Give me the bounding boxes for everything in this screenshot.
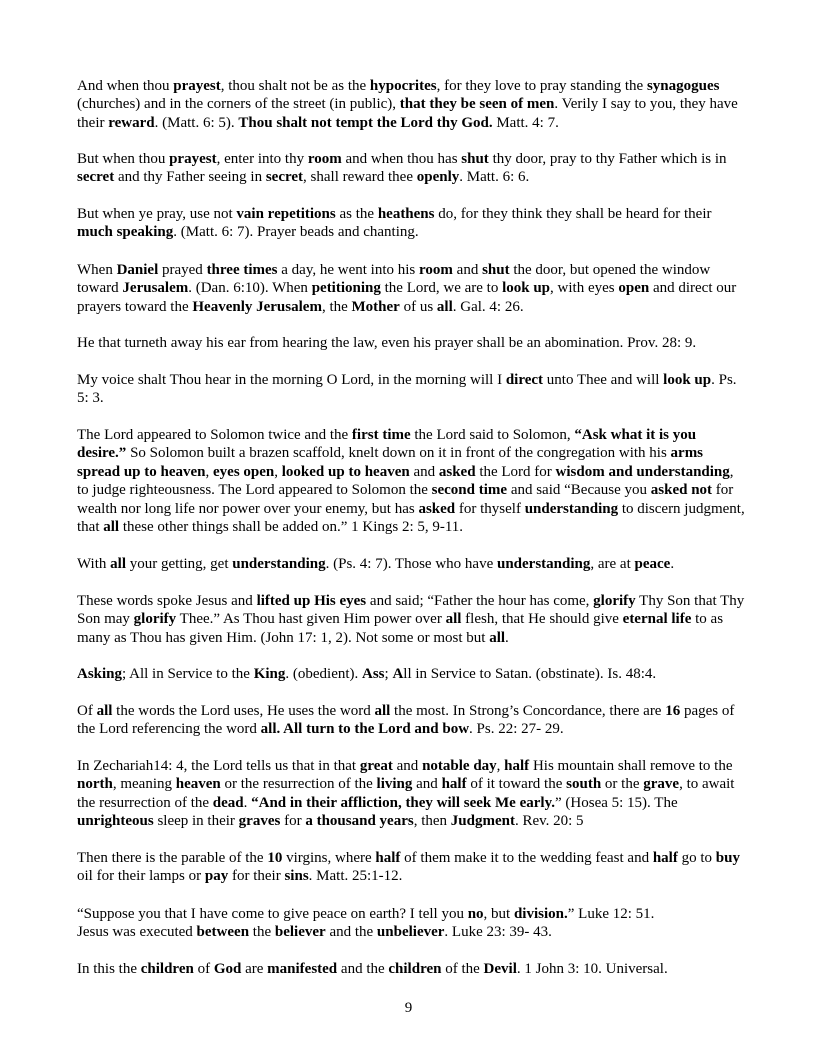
text-run: for thyself xyxy=(455,500,525,517)
bold-text-run: all. All turn to the Lord and bow xyxy=(260,721,470,738)
bold-text-run: eternal life xyxy=(622,611,692,628)
bold-text-run: grave xyxy=(643,776,680,793)
text-run: and said “Because you xyxy=(507,482,651,499)
text-run: the Lord for xyxy=(475,463,556,480)
text-run: the door, but opened the window toward xyxy=(77,262,711,297)
text-run: and thy Father seeing in xyxy=(114,169,266,186)
text-run: “Suppose you that I have come to give peace on earth? I tell you xyxy=(77,906,468,922)
bold-text-run: division. xyxy=(513,906,568,922)
text-run: Jesus was executed xyxy=(77,924,197,941)
bold-text-run: Asking xyxy=(77,666,123,682)
text-run: , xyxy=(274,463,282,480)
bold-text-run: “Ask what it is you desire.” xyxy=(77,427,697,462)
text-run: and the xyxy=(337,961,389,977)
text-run: When xyxy=(77,262,117,278)
paragraph-8 xyxy=(77,555,745,573)
paragraph-15 xyxy=(77,960,745,978)
paragraph-4 xyxy=(77,261,745,316)
bold-text-run: asked xyxy=(418,500,456,517)
text-run: . 1 John 3: 10. Universal. xyxy=(516,961,668,977)
paragraph-9 xyxy=(77,592,745,647)
text-run: flesh, that He should give xyxy=(461,611,623,628)
bold-text-run: all xyxy=(445,611,462,628)
bold-text-run: all xyxy=(436,298,453,315)
text-run: of them make it to the wedding feast and xyxy=(400,850,653,866)
bold-text-run: look up xyxy=(663,372,712,388)
bold-text-run: half xyxy=(652,850,678,866)
text-run: unto Thee and will xyxy=(543,372,664,388)
text-run: prayed xyxy=(158,262,207,278)
bold-text-run: understanding xyxy=(232,556,326,572)
text-run: . (Ps. 4: 7). Those who have xyxy=(325,556,497,572)
text-run: go to xyxy=(677,850,716,866)
text-run: do, for they think they shall be heard for their xyxy=(434,206,712,222)
bold-text-run: Mother xyxy=(351,298,400,315)
bold-text-run: eyes open xyxy=(213,463,275,480)
text-run: are xyxy=(241,961,268,977)
text-run: . Gal. 4: 26. xyxy=(452,298,524,315)
text-run: thy door, pray to thy Father which is in xyxy=(488,151,727,167)
text-run: , for they love to pray standing the xyxy=(436,78,647,94)
text-run: of xyxy=(193,961,214,977)
bold-text-run: Daniel xyxy=(116,262,159,278)
paragraph-13 xyxy=(77,849,745,886)
bold-text-run: 16 xyxy=(665,703,681,719)
text-run: for xyxy=(280,813,306,830)
bold-text-run: glorify xyxy=(133,611,177,628)
text-run: These words spoke Jesus and xyxy=(77,593,257,609)
bold-text-run: King xyxy=(253,666,286,682)
text-run: (churches) and in the corners of the street (in public), xyxy=(77,96,400,113)
paragraph-2 xyxy=(77,150,745,187)
bold-text-run: wisdom and understanding xyxy=(555,463,730,480)
bold-text-run: looked up to heaven xyxy=(281,463,410,480)
text-run: . (Matt. 6: 5). xyxy=(154,114,239,131)
bold-text-run: dead xyxy=(212,794,244,811)
bold-text-run: pay xyxy=(204,868,229,885)
bold-text-run: A xyxy=(392,666,404,682)
text-run: But when thou xyxy=(77,151,170,167)
bold-text-run: half xyxy=(375,850,401,866)
bold-text-run: children xyxy=(140,961,194,977)
text-run: sleep in their xyxy=(153,813,239,830)
text-run: oil for their lamps or xyxy=(77,868,205,885)
text-run: The Lord appeared to Solomon twice and the xyxy=(77,427,352,443)
paragraph-6 xyxy=(77,371,745,408)
text-run: . (Matt. 6: 7). Prayer beads and chanting. xyxy=(173,224,419,241)
bold-text-run: asked not xyxy=(650,482,713,499)
text-run: . Verily I say to you, they have their xyxy=(77,96,738,131)
text-run: But when ye pray, use not xyxy=(77,206,237,222)
bold-text-run: children xyxy=(388,961,442,977)
bold-text-run: all xyxy=(103,519,120,536)
text-run: He that turneth away his ear from hearing the law, even his prayer shall be an abomination. Prov. 28: 9. xyxy=(77,335,697,351)
paragraph-10 xyxy=(77,665,745,683)
bold-text-run: that they be seen of men xyxy=(399,96,555,113)
text-run: In Zechariah14: 4, the Lord tells us that in that xyxy=(77,758,360,774)
bold-text-run: no xyxy=(467,906,484,922)
paragraph-11 xyxy=(77,702,745,739)
text-run: , to await the resurrection of the xyxy=(77,776,735,811)
bold-text-run: first time xyxy=(351,427,411,443)
text-run: and the xyxy=(325,924,377,941)
text-run: a day, he went into his xyxy=(277,262,420,278)
text-run: and xyxy=(412,776,442,793)
bold-text-run: glorify xyxy=(593,593,636,609)
text-run: these other things shall be added on.” 1 Kings 2: 5, 9-11. xyxy=(119,519,464,536)
text-run: , to judge righteousness. The Lord appeared to Solomon the xyxy=(77,463,734,499)
bold-text-run: room xyxy=(307,151,342,167)
text-run: of it toward the xyxy=(466,776,567,793)
bold-text-run: reward xyxy=(108,114,155,131)
bold-text-run: three times xyxy=(206,262,278,278)
bold-text-run: north xyxy=(77,776,113,793)
text-run: as the xyxy=(335,206,378,222)
text-run: His mountain shall remove to the xyxy=(529,758,733,774)
bold-text-run: prayest xyxy=(173,78,221,94)
paragraph-12 xyxy=(77,757,745,831)
bold-text-run: all xyxy=(489,629,506,646)
text-run: the xyxy=(249,924,275,941)
bold-text-run: understanding xyxy=(524,500,619,517)
text-run: . Rev. 20: 5 xyxy=(514,813,584,830)
bold-text-run: look up xyxy=(502,280,551,297)
bold-text-run: understanding xyxy=(496,556,591,572)
bold-text-run: lifted up His eyes xyxy=(256,593,367,609)
bold-text-run: all xyxy=(110,556,126,572)
text-run: . (obedient). xyxy=(285,666,363,682)
text-run: ” (Hosea 5: 15). The xyxy=(555,794,678,811)
text-run: . Matt. 6: 6. xyxy=(459,169,530,186)
bold-text-run: Judgment xyxy=(450,813,515,830)
text-run: . Ps. 22: 27- 29. xyxy=(469,721,564,738)
bold-text-run: manifested xyxy=(267,961,338,977)
bold-text-run: Ass xyxy=(362,666,385,682)
text-run: . xyxy=(243,794,252,811)
text-run: and direct our prayers toward the xyxy=(77,280,737,315)
text-run: pages of the Lord referencing the word xyxy=(77,703,735,738)
text-run: , but xyxy=(483,906,514,922)
bold-text-run: graves xyxy=(238,813,281,830)
bold-text-run: “And in their affliction, they will seek Me early. xyxy=(251,794,555,811)
bold-text-run: petitioning xyxy=(311,280,381,297)
paragraph-14 xyxy=(77,905,745,942)
bold-text-run: Jerusalem xyxy=(122,280,189,297)
paragraph-3 xyxy=(77,205,745,242)
bold-text-run: all xyxy=(96,703,113,719)
bold-text-run: south xyxy=(566,776,602,793)
bold-text-run: unrighteous xyxy=(77,813,154,830)
bold-text-run: 10 xyxy=(267,850,283,866)
text-run: for wealth nor long life nor power over your enemy, but has xyxy=(77,482,734,517)
bold-text-run: unbeliever xyxy=(376,924,445,941)
bold-text-run: between xyxy=(196,924,250,941)
text-run: for their xyxy=(228,868,285,885)
text-run: , meaning xyxy=(112,776,176,793)
text-run: ; xyxy=(384,666,393,682)
bold-text-run: Thou shalt not tempt the Lord thy God. xyxy=(238,114,493,131)
bold-text-run: synagogues xyxy=(646,78,720,94)
bold-text-run: asked xyxy=(438,463,476,480)
bold-text-run: a thousand years xyxy=(305,813,414,830)
bold-text-run: peace xyxy=(634,556,671,572)
text-run: , the xyxy=(321,298,352,315)
bold-text-run: living xyxy=(376,776,413,793)
bold-text-run: arms spread up to heaven xyxy=(77,445,704,480)
bold-text-run: second time xyxy=(431,482,508,499)
text-run: And when thou xyxy=(77,78,174,94)
text-run: . xyxy=(670,556,675,572)
text-run: of the xyxy=(441,961,484,977)
bold-text-run: believer xyxy=(274,924,326,941)
text-run: , xyxy=(205,463,213,480)
bold-text-run: heathens xyxy=(377,206,435,222)
text-run: . (Dan. 6:10). When xyxy=(188,280,312,297)
bold-text-run: much speaking xyxy=(77,224,174,241)
text-run: Then there is the parable of the xyxy=(77,850,268,866)
bold-text-run: direct xyxy=(505,372,544,388)
text-run: . xyxy=(505,629,509,646)
bold-text-run: great xyxy=(359,758,393,774)
bold-text-run: secret xyxy=(265,169,304,186)
bold-text-run: shut xyxy=(482,262,510,278)
bold-text-run: hypocrites xyxy=(369,78,437,94)
text-run: , then xyxy=(413,813,451,830)
text-run: of us xyxy=(399,298,437,315)
bold-text-run: vain repetitions xyxy=(236,206,336,222)
text-run: to discern judgment, that xyxy=(77,500,745,536)
bold-text-run: half xyxy=(441,776,467,793)
text-run: , thou shalt not be as the xyxy=(220,78,370,94)
bold-text-run: Heavenly Jerusalem xyxy=(192,298,322,315)
bold-text-run: open xyxy=(618,280,650,297)
text-run: and when thou has xyxy=(341,151,462,167)
text-run: , with eyes xyxy=(550,280,619,297)
text-run: and said; “Father the hour has come, xyxy=(366,593,594,609)
text-run: . Matt. 25:1-12. xyxy=(308,868,403,885)
text-run: to as many as Thou has given Him. (John 17: 1, 2). Not some or most but xyxy=(77,611,724,646)
text-run: . Ps. 5: 3. xyxy=(77,372,737,407)
text-run: Matt. 4: 7. xyxy=(492,114,559,131)
text-run: virgins, where xyxy=(282,850,376,866)
text-run: Thee.” As Thou hast given Him power over xyxy=(176,611,446,628)
bold-text-run: buy xyxy=(715,850,740,866)
paragraph-7 xyxy=(77,426,745,536)
text-run: My voice shalt Thou hear in the morning O Lord, in the morning will I xyxy=(77,372,506,388)
text-run: or the xyxy=(601,776,644,793)
text-run: Of xyxy=(77,703,97,719)
text-run: and xyxy=(392,758,423,774)
bold-text-run: Devil xyxy=(483,961,517,977)
text-run: the words the Lord uses, He uses the word xyxy=(112,703,375,719)
paragraph-1 xyxy=(77,77,745,132)
text-run: , shall reward thee xyxy=(303,169,417,186)
text-run: the Lord, we are to xyxy=(380,280,503,297)
text-run: , xyxy=(496,758,505,774)
bold-text-run: heaven xyxy=(175,776,221,793)
text-run: and xyxy=(409,463,439,480)
text-run: , are at xyxy=(590,556,635,572)
text-run: ll in Service to Satan. (obstinate). Is. 48:4. xyxy=(403,666,657,682)
text-run: , enter into thy xyxy=(216,151,308,167)
text-run: the most. In Strong’s Concordance, there are xyxy=(390,703,666,719)
bold-text-run: all xyxy=(374,703,391,719)
bold-text-run: openly xyxy=(416,169,460,186)
bold-text-run: room xyxy=(419,262,453,278)
page-number: 9 xyxy=(404,1000,413,1016)
bold-text-run: half xyxy=(504,758,530,774)
text-run: the Lord said to Solomon, xyxy=(410,427,575,443)
text-run: and xyxy=(452,262,483,278)
bold-text-run: God xyxy=(213,961,242,977)
bold-text-run: sins xyxy=(284,868,309,885)
bold-text-run: secret xyxy=(77,169,115,186)
text-run: ; All in Service to the xyxy=(122,666,254,682)
text-run: . Luke 23: 39- 43. xyxy=(444,924,552,941)
bold-text-run: shut xyxy=(461,151,489,167)
text-run: ” Luke 12: 51. xyxy=(567,906,655,922)
text-run: your getting, get xyxy=(126,556,233,572)
bold-text-run: notable day xyxy=(422,758,497,774)
paragraph-5 xyxy=(77,334,745,352)
text-run: Thy Son that Thy Son may xyxy=(77,593,745,628)
text-run: With xyxy=(77,556,111,572)
text-run: or the resurrection of the xyxy=(220,776,377,793)
text-run: In this the xyxy=(77,961,141,977)
bold-text-run: prayest xyxy=(169,151,217,167)
text-run: So Solomon built a brazen scaffold, knelt down on it in front of the congregation with his xyxy=(126,445,671,462)
